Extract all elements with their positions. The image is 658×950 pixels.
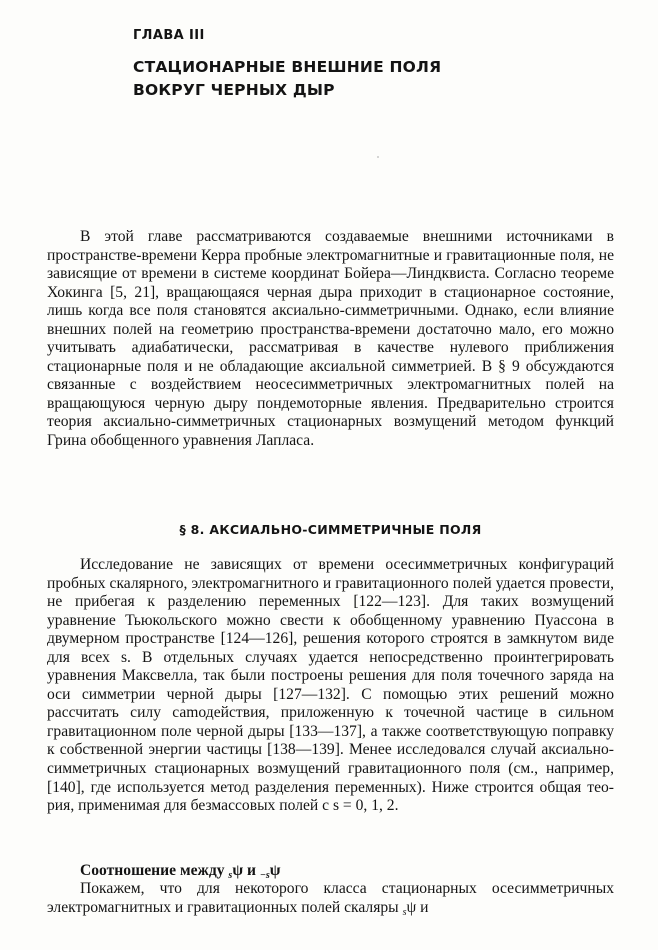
chapter-title: [133, 56, 441, 102]
section-paragraph: Исследование не зависящих от времени осесимметричных конфигураций пробных скалярного, электромагнитного и гравитационного полей удается провести, не прибегая к разделению переменных [122—123]. Для таких возмущений уравнение Тьюкольского можно свести к обобщенному уравнению Пуассона в двумерном пространстве [124—126], решения которого строятся в замкнутом виде для всех s. В отдельных случаях удается непосредственно проинтегрировать уравнения Максвелла, так были построены решения для поля точечного заряда на оси симметрии черной дыры [127—132]. С помощью этих решений можно рассчитать силу саmодействия, приложенную к точечной частице в сильном гравитационном поле черной дыры [133—137], а также соответствующую поправку к собственной энергии частицы [138—139]. Менее исследовался случай аксиально-симметричных стационарных возмущений гравитационного поля (см., например, [140], где используется метод разделения переменных). Ниже строится общая теория, применимая для безмассовых полей с s = 0, 1, 2.: [47, 556, 614, 815]
psi-symbol: ψ: [269, 862, 281, 879]
psi-symbol: ψ: [406, 898, 417, 916]
closing-sentence: Покажем, что для некоторого класса стационарных осесимметричных электромагнитных и гравитационных полей скаляры: [47, 880, 614, 916]
chapter-label: ГЛАВА III: [133, 28, 205, 43]
intro-paragraph: В этой главе рассматриваются создаваемые внешними источниками в пространстве-времени Керра пробные электромагнитные и гравитационные поля, не зависящие от времени в системе координат Бойера—Линдквиста. Согласно теореме Хокинга [5, 21], вращающаяся черная дыра приходит в стационарное состояние, лишь когда все поля становятся аксиально-симметричными. Однако, если влияние внешних полей на геометрию пространства-времени достаточно мало, его можно учитывать адиабатически, рассматривая в качестве нулевого приближения стационарные поля и не обладающие аксиальной симметрией. В § 9 обсуждаются связанные с воздействием неосесимметричных электромагнитных полей на вращающуюся черную дыру пондемоторные явления. Предварительно строится теория аксиально-симметричных стационарных возмущений методом функций Грина обобщенного уравнения Лапласа.: [47, 228, 614, 450]
section-text: [47, 556, 614, 816]
subsection-subscript-1: s: [228, 870, 233, 881]
closing-tail: и: [416, 898, 429, 916]
chapter-title-line-1: СТАЦИОНАРНЫЕ ВНЕШНИЕ ПОЛЯ: [133, 58, 442, 76]
closing-subscript: s: [402, 906, 407, 918]
closing-paragraph: [47, 880, 614, 922]
closing-text: [47, 880, 614, 922]
psi-symbol: ψ: [232, 862, 244, 879]
intro-text: [47, 228, 614, 451]
subsection-subscript-2: −s: [259, 870, 270, 881]
subsection-conjunction: и: [243, 862, 260, 879]
subsection-prefix: Соотношение между: [80, 862, 229, 879]
chapter-title-line-2: ВОКРУГ ЧЕРНЫХ ДЫР: [133, 81, 335, 99]
subsection-heading: [80, 862, 281, 881]
section-heading: § 8. АКСИАЛЬНО-СИММЕТРИЧНЫЕ ПОЛЯ: [179, 522, 482, 537]
page-speck: [377, 156, 379, 158]
